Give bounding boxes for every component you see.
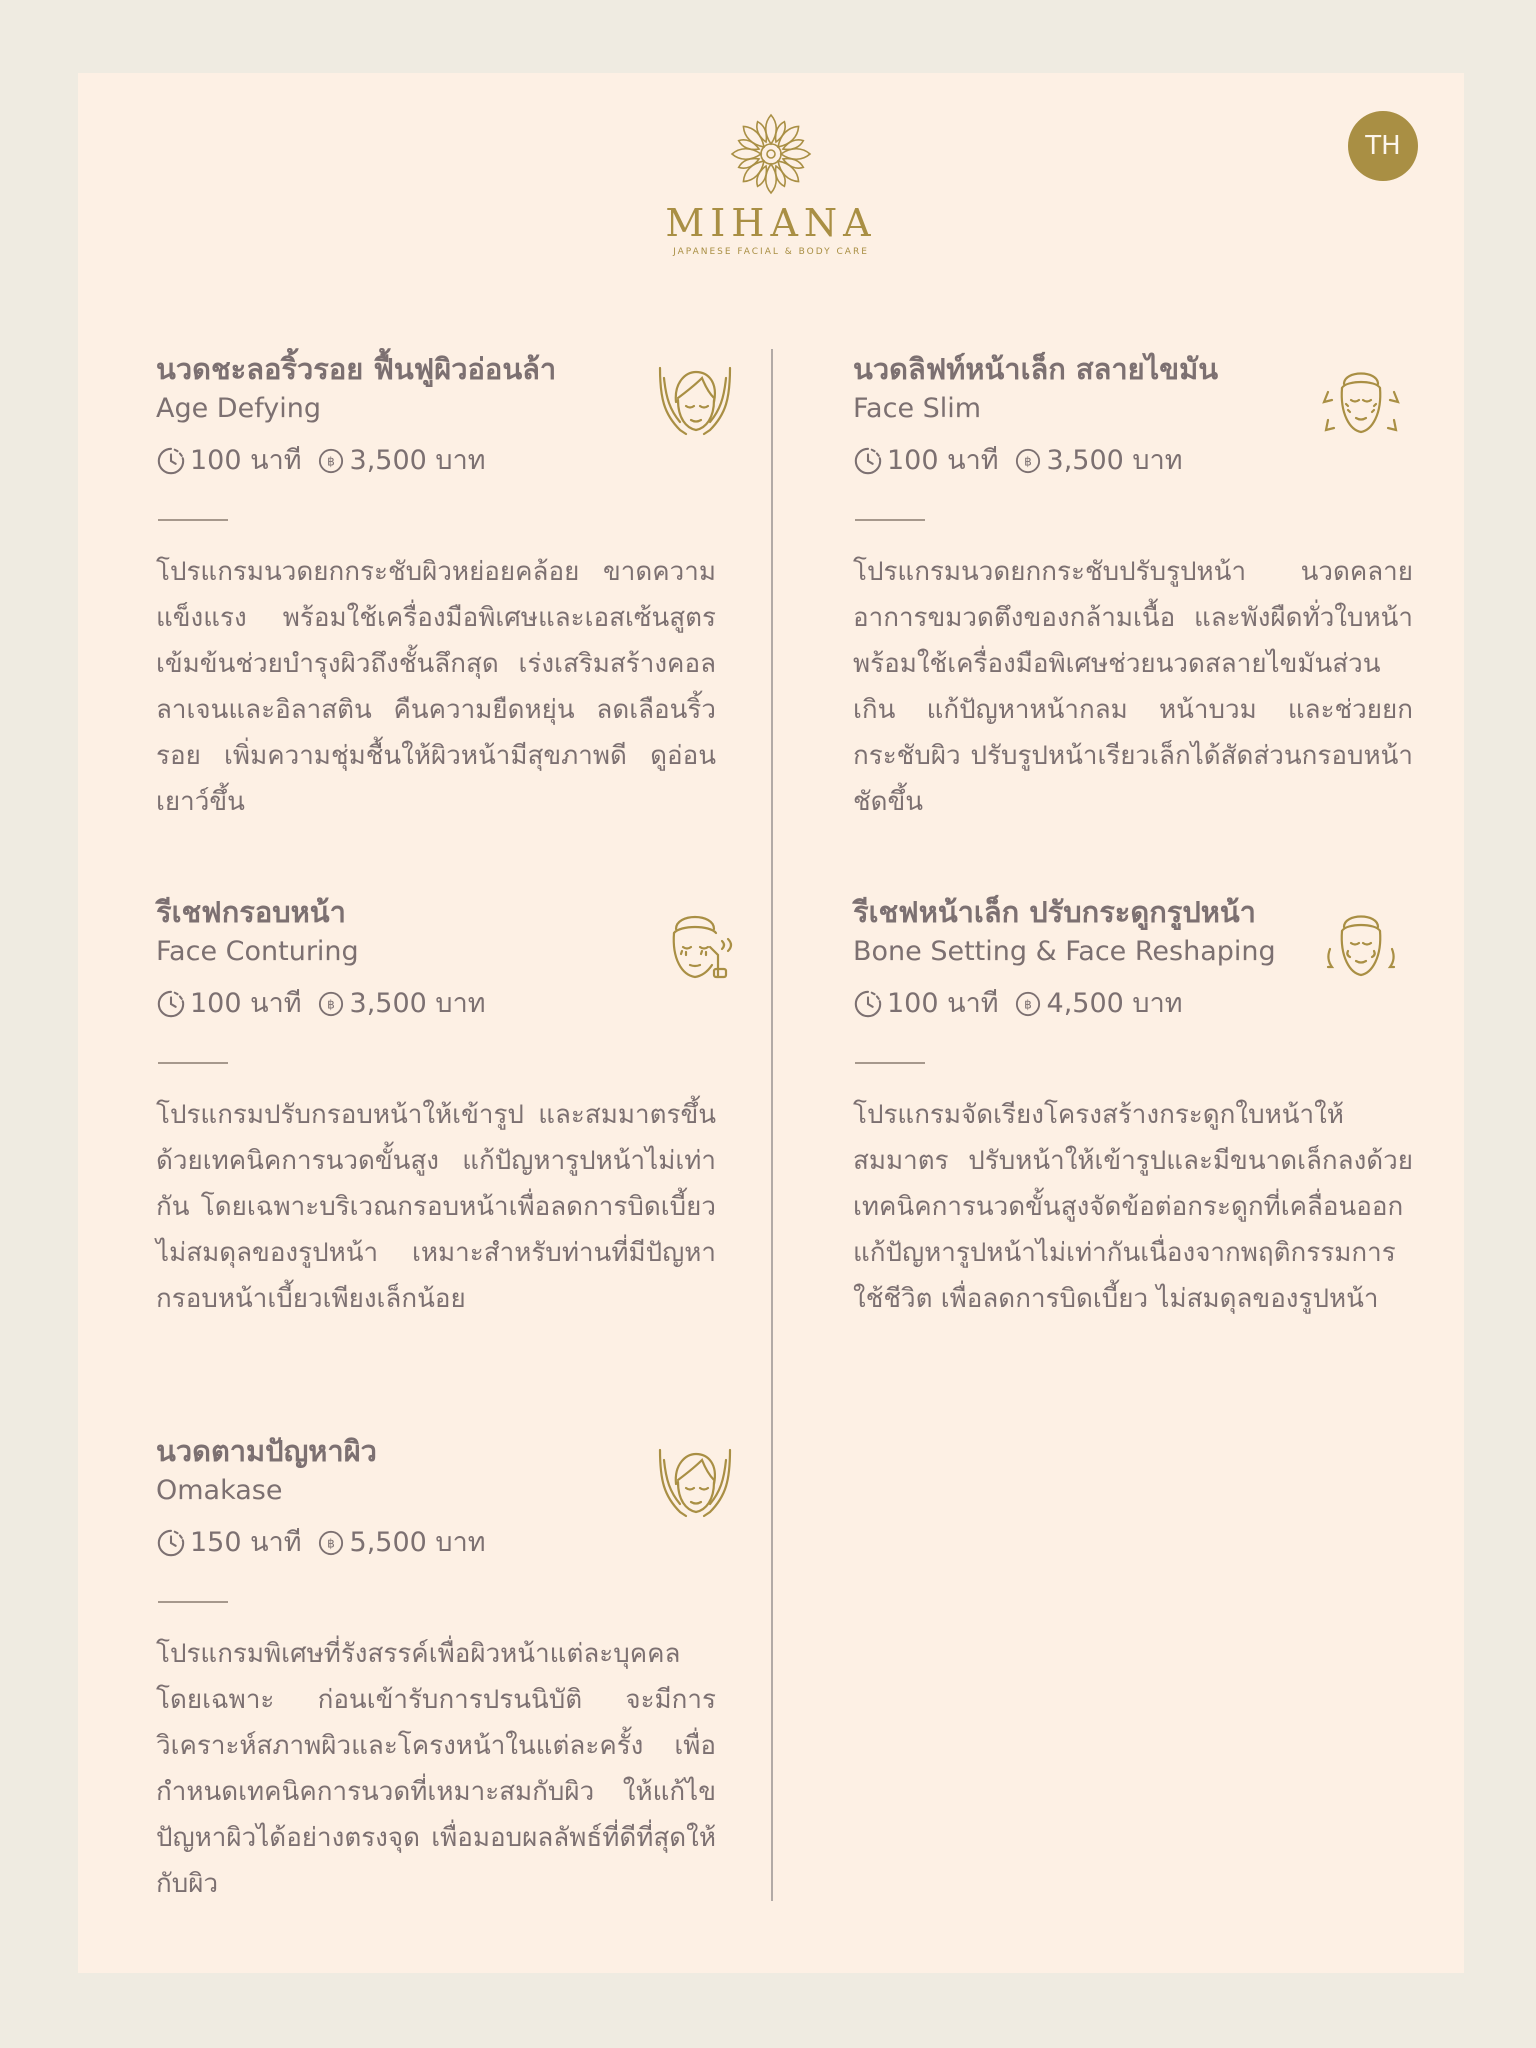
clock-icon (156, 989, 186, 1019)
menu-sheet (78, 73, 1464, 1973)
brand-logo (78, 109, 1464, 257)
clock-icon (156, 446, 186, 476)
service-meta (156, 984, 716, 1024)
service-description: โปรแกรมปรับกรอบหน้าให้เข้ารูป และสมมาตรขึ้นด้วยเทคนิคการนวดขั้นสูง แก้ปัญหารูปหน้าไม่เท่ากัน โดยเฉพาะบริเวณกรอบหน้าเพื่อลดการบิดเบี้ยว ไม่สมดุลของรูปหน้า เหมาะสำหรับท่านที่มีปัญหากรอบหน้าเบี้ยวเพียงเล็กน้อย (156, 1100, 716, 1314)
service-thai-title: นวดลิฟท์หน้าเล็ก สลายไขมัน (853, 352, 1219, 386)
service-price: 3,500 บาท (349, 988, 486, 1019)
face-massage-icon (650, 1440, 740, 1530)
face-lift-icon (1316, 358, 1406, 448)
brand-name: MIHANA (665, 201, 877, 245)
service-card (156, 1431, 716, 1907)
service-thai-title: นวดตามปัญหาผิว (156, 1434, 377, 1468)
column-divider (771, 349, 773, 1901)
service-duration: 100 นาที (190, 988, 302, 1019)
short-rule (158, 1601, 228, 1603)
service-thai-title: รีเชฟกรอบหน้า (156, 895, 346, 929)
baht-icon (318, 991, 344, 1017)
service-duration: 150 นาที (190, 1527, 302, 1558)
short-rule (855, 1062, 925, 1064)
baht-icon (318, 448, 344, 474)
service-thai-title: นวดชะลอริ้วรอย ฟื้นฟูผิวอ่อนล้า (156, 352, 557, 386)
short-rule (855, 519, 925, 521)
clock-icon (853, 989, 883, 1019)
service-duration: 100 นาที (190, 445, 302, 476)
baht-icon (318, 1530, 344, 1556)
service-english-title: Bone Setting & Face Reshaping (853, 936, 1276, 967)
service-description: โปรแกรมพิเศษที่รังสรรค์เพื่อผิวหน้าแต่ละบุคคลโดยเฉพาะ ก่อนเข้ารับการปรนนิบัติ จะมีการวิเคราะห์สภาพผิวและโครงหน้าในแต่ละครั้ง เพื่อกำหนดเทคนิคการนวดที่เหมาะสมกับผิว ให้แก้ไขปัญหาผิวได้อย่างตรงจุด เพื่อมอบผลลัพธ์ที่ดีที่สุดให้กับผิว (156, 1639, 716, 1899)
face-massage-icon (650, 358, 740, 448)
lotus-icon (726, 109, 816, 199)
service-description: โปรแกรมนวดยกกระชับปรับรูปหน้า นวดคลายอาการขมวดตึงของกล้ามเนื้อ และพังผืดทั่วใบหน้า พร้อมใช้เครื่องมือพิเศษช่วยนวดสลายไขมันส่วนเกิน แก้ปัญหาหน้ากลม หน้าบวม และช่วยยกกระชับผิว ปรับรูปหน้าเรียวเล็กได้สัดส่วนกรอบหน้าชัดขึ้น (853, 557, 1413, 817)
service-duration: 100 นาที (887, 445, 999, 476)
language-toggle-button[interactable]: TH (1348, 111, 1418, 181)
clock-icon (853, 446, 883, 476)
short-rule (158, 1062, 228, 1064)
service-card (156, 892, 716, 1322)
service-price: 3,500 บาท (1046, 445, 1183, 476)
service-price: 3,500 บาท (349, 445, 486, 476)
service-duration: 100 นาที (887, 988, 999, 1019)
face-roller-icon (652, 903, 742, 993)
baht-icon (1015, 448, 1041, 474)
service-description: โปรแกรมนวดยกกระชับผิวหย่อยคล้อย ขาดความแข็งแรง พร้อมใช้เครื่องมือพิเศษและเอสเซ้นสูตรเข้มข้นช่วยบำรุงผิวถึงชั้นลึกสุด เร่งเสริมสร้างคอลลาเจนและอิลาสติน คืนความยืดหยุ่น ลดเลือนริ้วรอย เพิ่มความชุ่มชื้นให้ผิวหน้ามีสุขภาพดี ดูอ่อนเยาว์ขึ้น (156, 557, 716, 817)
face-reshape-icon (1316, 901, 1406, 991)
service-english-title: Age Defying (156, 393, 321, 424)
service-price: 5,500 บาท (349, 1527, 486, 1558)
service-thai-title: รีเชฟหน้าเล็ก ปรับกระดูกรูปหน้า (853, 895, 1256, 929)
service-description: โปรแกรมจัดเรียงโครงสร้างกระดูกใบหน้าให้สมมาตร ปรับหน้าให้เข้ารูปและมีขนาดเล็กลงด้วยเทคนิคการนวดขั้นสูงจัดข้อต่อกระดูกที่เคลื่อนออก แก้ปัญหารูปหน้าไม่เท่ากันเนื่องจากพฤติกรรมการใช้ชีวิต เพื่อลดการบิดเบี้ยว ไม่สมดุลของรูปหน้า (853, 1100, 1413, 1314)
short-rule (158, 519, 228, 521)
service-english-title: Omakase (156, 1475, 283, 1506)
service-english-title: Face Slim (853, 393, 982, 424)
service-price: 4,500 บาท (1046, 988, 1183, 1019)
service-english-title: Face Conturing (156, 936, 359, 967)
service-meta (156, 1523, 716, 1563)
service-card (156, 349, 716, 825)
clock-icon (156, 1528, 186, 1558)
service-meta (156, 441, 716, 481)
brand-tagline: JAPANESE FACIAL & BODY CARE (673, 247, 869, 257)
baht-icon (1015, 991, 1041, 1017)
